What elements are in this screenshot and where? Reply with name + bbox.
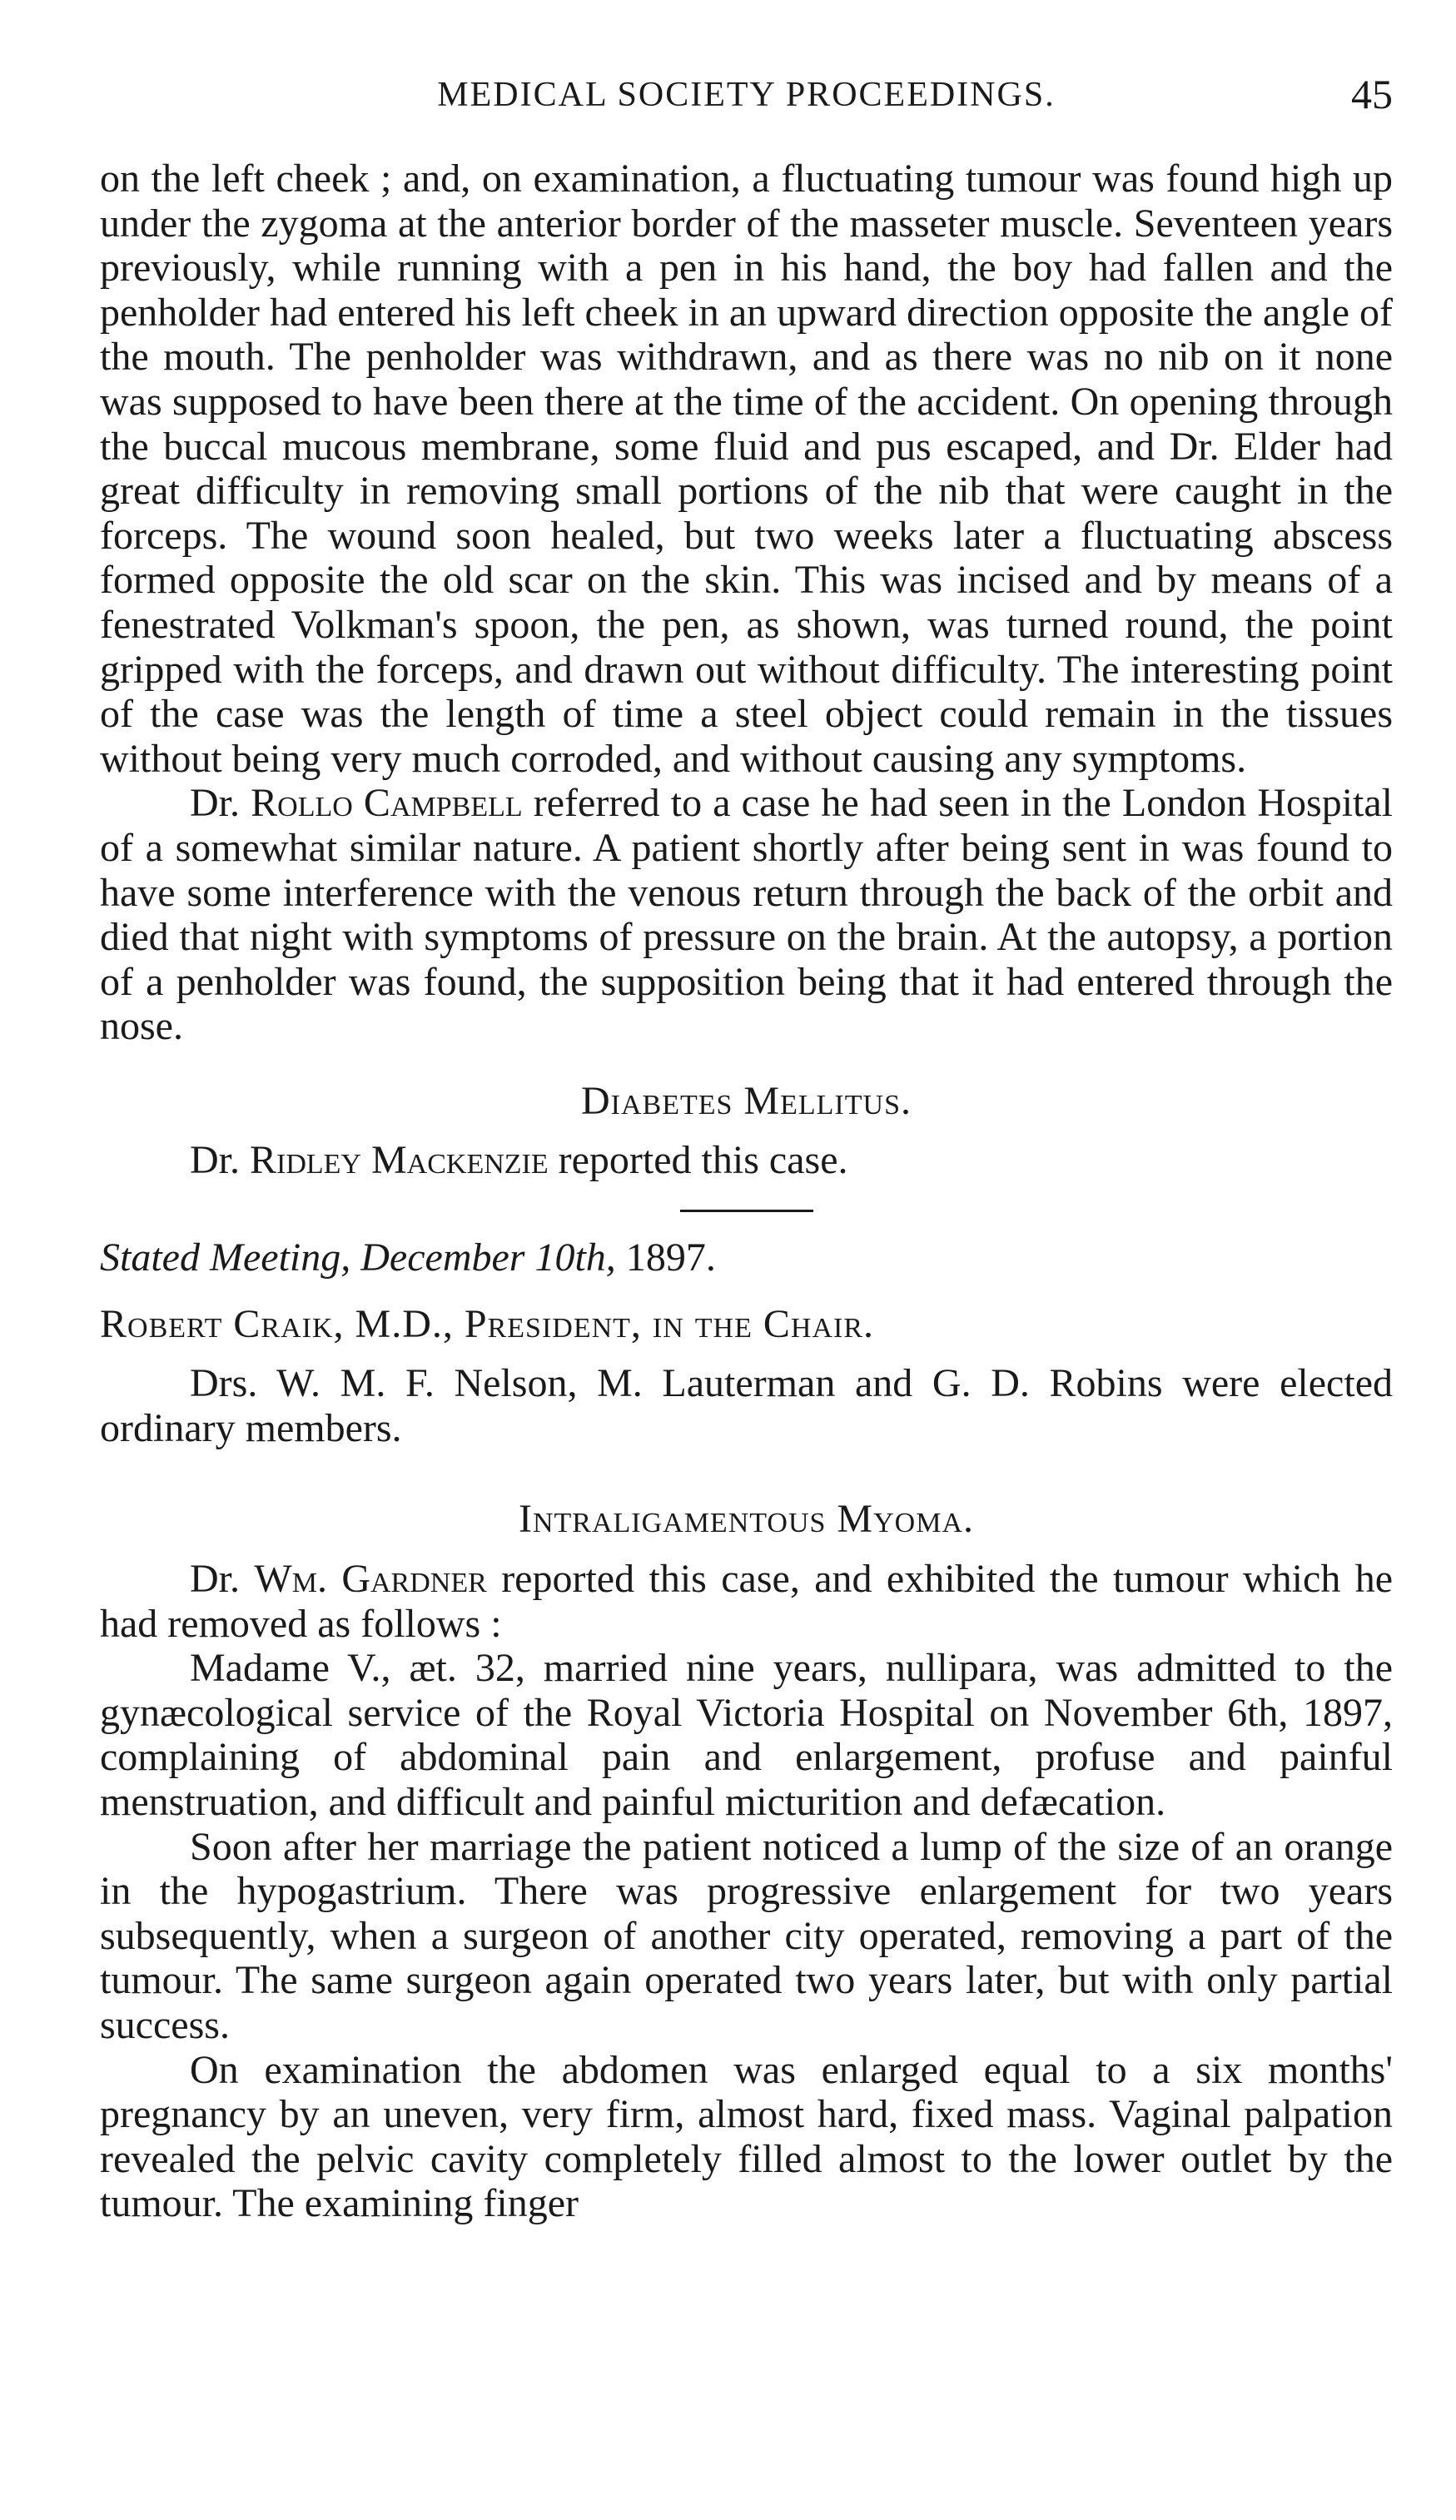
section-heading-myoma: Intraligamentous Myoma.	[518, 1497, 975, 1542]
speaker-name: Rollo Campbell	[251, 781, 523, 826]
intro-text: reported this case, and exhibited the tumour which he had removed as follows :	[100, 1557, 1394, 1646]
case-continuation-paragraph: on the left cheek ; and, on examination, a fluctuating tumour was found high up under the zygoma at the anterior border of the masseter muscle. Seventeen years previously, while running with a pen in his hand, the boy had fallen and the penholder had entered his left cheek in an upward direction opposite the angle of the mouth. The penholder was withdrawn, and as there was no nib on it none was supposed to have been there at the time of the accident. On opening through the buccal mucous membrane, some fluid and pus escaped, and Dr. Elder had great difficulty in removing small portions of the nib that were caught in the forceps. The wound soon healed, but two weeks later a fluctuating abscess formed opposite the old scar on the skin. This was incised and by means of a fenestrated Volkman's spoon, the pen, as shown, was turned round, the point gripped with the forceps, and drawn out without difficulty. The interesting point of the case was the length of time a steel object could remain in the tissues without being very much corroded, and without causing any symptoms.	[100, 157, 1393, 781]
discussion-text: referred to a case he had seen in the London Hospital of a somewhat similar nature. A patient shortly after being sent in was found to have some interference with the venous return through the back of the orbit and died that night with symptoms of pressure on the brain. At the autopsy, a portion of a penholder was found, the supposition being that it had entered through the nose.	[100, 781, 1394, 1049]
speaker-prefix: Dr.	[190, 1138, 250, 1183]
chair-line	[100, 1302, 1393, 1347]
speaker-prefix: Dr.	[190, 781, 251, 826]
case-history-paragraph: Soon after her marriage the patient noticed a lump of the size of an orange in the hypogastrium. There was progressive enlargement for two years subsequently, when a surgeon of another city operated, removing a part of the tumour. The same surgeon again operated two years later, but with only partial success.	[100, 1824, 1393, 2047]
page-header	[100, 70, 1393, 123]
case-history-paragraph: Madame V., æt. 32, married nine years, nullipara, was admitted to the gynæcological service of the Royal Victoria Hospital on November 6th, 1897, complaining of abdominal pain and enlargement, profuse and painful menstruation, and difficult and painful micturition and defæcation.	[100, 1646, 1393, 1824]
meeting-title	[100, 1235, 1393, 1280]
chair-rest: in the Chair.	[652, 1301, 874, 1346]
elected-members-paragraph: Drs. W. M. F. Nelson, M. Lauterman and G. D. Robins were elected ordinary members.	[100, 1361, 1393, 1450]
running-head: MEDICAL SOCIETY PROCEEDINGS.	[437, 76, 1056, 114]
section-divider-rule	[680, 1210, 813, 1212]
meeting-title-text: Stated Meeting, December 10th,	[100, 1235, 616, 1280]
examination-paragraph: On examination the abdomen was enlarged equal to a six months' pregnancy by an uneven, very firm, almost hard, fixed mass. Vaginal palpation revealed the pelvic cavity completely filled almost to the lower outlet by the tumour. The examining finger	[100, 2047, 1393, 2226]
campbell-discussion-paragraph	[100, 781, 1393, 1049]
report-text: reported this case.	[548, 1138, 848, 1183]
speaker-prefix: Dr.	[190, 1557, 255, 1602]
gardner-intro-paragraph	[100, 1557, 1393, 1646]
page-body	[100, 157, 1393, 2226]
chair-name: Robert Craik, M.D., President,	[100, 1301, 642, 1346]
meeting-year: 1897.	[625, 1235, 716, 1280]
page-number: 45	[1351, 71, 1393, 117]
section-heading-diabetes: Diabetes Mellitus.	[581, 1078, 912, 1123]
diabetes-report-paragraph	[100, 1138, 1393, 1183]
speaker-name: Wm. Gardner	[254, 1557, 487, 1602]
speaker-name: Ridley Mackenzie	[250, 1138, 549, 1183]
